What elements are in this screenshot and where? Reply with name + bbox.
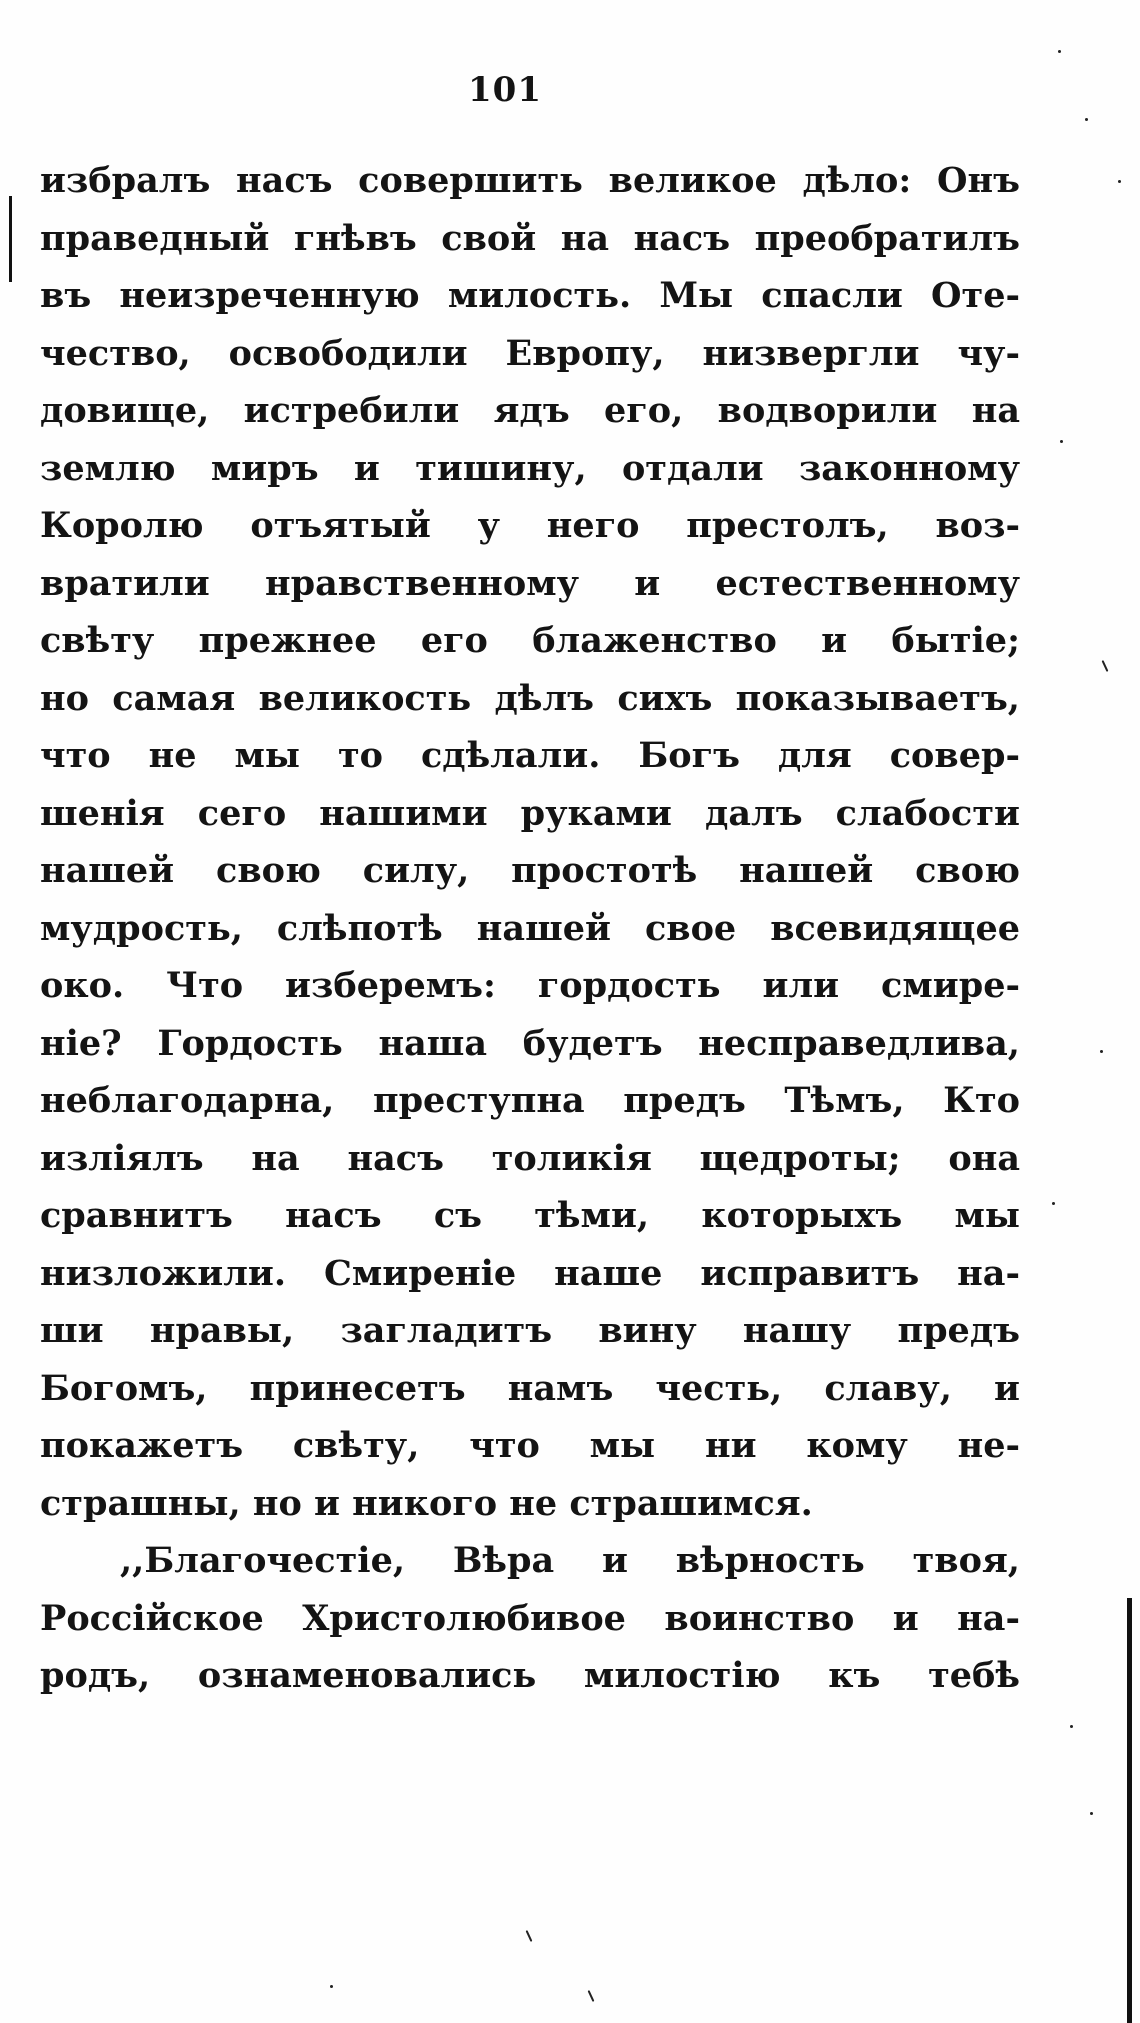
- page-number: 101: [468, 70, 542, 110]
- text-line: Королю отъятый у него престолъ, воз-: [40, 505, 1020, 546]
- text-line: мудрость, слѣпотѣ нашей свое всевидящее: [40, 907, 1020, 949]
- text-line: покажетъ свѣту, что мы ни кому не-: [40, 1425, 1020, 1466]
- text-line: сравнитъ насъ съ тѣми, которыхъ мы: [40, 1195, 1020, 1236]
- text-line: Россійское Христолюбивое воинство и на-: [40, 1597, 1020, 1639]
- text-line: око. Что изберемъ: гордость или смире-: [40, 965, 1020, 1006]
- print-speck: [330, 1985, 333, 1988]
- text-line: нашей свою силу, простотѣ нашей свою: [40, 850, 1020, 891]
- print-speck: [1060, 440, 1063, 443]
- print-speck: [1118, 180, 1121, 183]
- text-line: въ неизреченную милость. Мы спасли Оте-: [40, 275, 1020, 316]
- text-line: праведный гнѣвъ свой на насъ преобратилъ: [40, 217, 1020, 259]
- print-speck: [1058, 50, 1061, 53]
- text-line: что не мы то сдѣлали. Богъ для совер-: [40, 735, 1020, 776]
- print-speck: [1100, 1050, 1103, 1053]
- right-page-edge-line: [1127, 1598, 1132, 2023]
- print-speck: [1070, 1725, 1073, 1728]
- print-speck: [1090, 1812, 1093, 1815]
- text-line: Богомъ, принесетъ намъ честь, славу, и: [40, 1367, 1020, 1409]
- text-line: страшны, но и никого не страшимся.: [40, 1482, 813, 1524]
- text-line: низложили. Смиреніе наше исправитъ на-: [40, 1252, 1020, 1294]
- text-line: родъ, ознаменовались милостію къ тебѣ: [40, 1655, 1020, 1696]
- print-speck: [526, 1930, 533, 1942]
- text-line: довище, истребили ядъ его, водворили на: [40, 390, 1020, 431]
- text-line: шенія сего нашими руками далъ слабости: [40, 792, 1020, 834]
- text-line: ши нравы, загладитъ вину нашу предъ: [40, 1310, 1020, 1351]
- left-margin-mark: [9, 196, 12, 282]
- text-line: неблагодарна, преступна предъ Тѣмъ, Кто: [40, 1080, 1020, 1121]
- text-line: землю миръ и тишину, отдали законному: [40, 447, 1020, 489]
- print-speck: [588, 1990, 595, 2002]
- print-speck: [1052, 1202, 1055, 1205]
- text-line: вратили нравственному и естественному: [40, 562, 1020, 604]
- print-speck: [1102, 660, 1109, 672]
- text-line: ніе? Гордость наша будетъ несправедлива,: [40, 1022, 1020, 1064]
- text-line: чество, освободили Европу, низвергли чу-: [40, 332, 1020, 374]
- paragraph-start-line: ,,Благочестіе, Вѣра и вѣрность твоя,: [120, 1540, 1020, 1581]
- text-line: излiялъ на насъ толикiя щедроты; она: [40, 1137, 1020, 1179]
- text-line: избралъ насъ совершить великое дѣло: Онъ: [40, 160, 1020, 201]
- text-line: но самая великость дѣлъ сихъ показываетъ,: [40, 677, 1020, 719]
- body-text: [40, 152, 1020, 1705]
- text-line: свѣту прежнее его блаженство и бытіе;: [40, 620, 1020, 661]
- print-speck: [1085, 118, 1088, 121]
